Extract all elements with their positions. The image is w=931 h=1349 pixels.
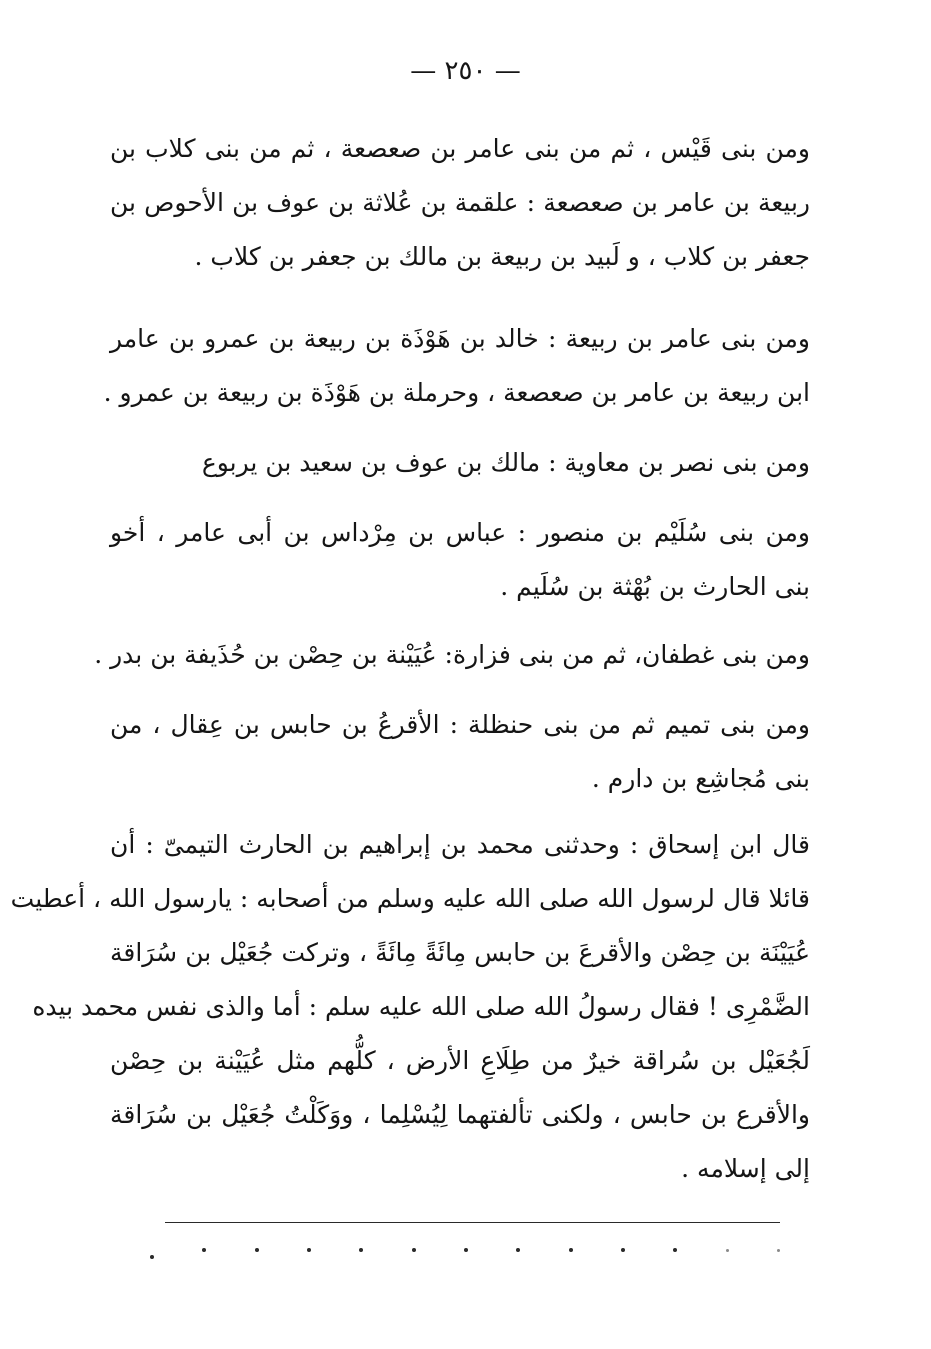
dot-mark [412, 1248, 416, 1252]
text-line: قال ابن إسحاق : وحدثنى محمد بن إبراهيم بن الحارث التيمىّ : أن [110, 830, 810, 859]
dot-mark [255, 1248, 259, 1252]
text-line: الضَّمْرِى ! فقال رسولُ الله صلى الله عليه سلم : أما والذى نفس محمد بيده [32, 992, 810, 1021]
text-line: ومن بنى تميم ثم من بنى حنظلة : الأقرعُ بن حابس بن عِقال ، من [110, 710, 810, 739]
text-line: والأقرع بن حابس ، ولكنى تألفتهما لِيُسْلِما ، ووَكَلْتُ جُعَيْل بن سُرَاقة [110, 1100, 810, 1129]
dot-mark [777, 1249, 780, 1252]
paragraph-bani-ghatafan [94, 628, 810, 682]
text-line: ومن بنى غطفان، ثم من بنى فزارة: عُيَيْنة بن حِصْن بن حُذَيفة بن بدر . [94, 640, 810, 669]
text-line: ومن بنى عامر بن ربيعة : خالد بن هَوْذَة بن ربيعة بن عمرو بن عامر [110, 324, 810, 353]
footnote-dots [150, 1238, 780, 1262]
text-line: إلى إسلامه . [681, 1154, 810, 1183]
text-line: لَجُعَيْل بن سُراقة خيرٌ من طِلَاعِ الأرض ، كلُّهم مثل عُيَيْنة بن حِصْن [110, 1046, 810, 1075]
paragraph-bani-amir [103, 312, 810, 420]
text-line: بنى مُجاشِع بن دارم . [591, 764, 810, 793]
dot-mark [726, 1249, 729, 1252]
dot-mark [569, 1248, 573, 1252]
dot-mark [359, 1248, 363, 1252]
page-number: — ٢٥٠ — [410, 56, 521, 86]
text-line: عُيَيْنَة بن حِصْن والأقرعَ بن حابس مِائَةً مِائَةً ، وتركت جُعَيْل بن سُرَاقة [110, 938, 810, 967]
text-line: جعفر بن كلاب ، و لَبيد بن ربيعة بن مالك بن جعفر بن كلاب . [194, 242, 810, 271]
dot-mark [464, 1248, 468, 1252]
dot-mark [516, 1248, 520, 1252]
paragraph-ibn-ishaq [10, 818, 810, 1196]
paragraph-bani-sulaym [110, 506, 810, 614]
text-line: ومن بنى سُلَيْم بن منصور : عباس بن مِرْداس بن أبى عامر ، أخو [110, 518, 810, 547]
text-line: ومن بنى قَيْس ، ثم من بنى عامر بن صعصعة ، ثم من بنى كلاب بن [110, 134, 810, 163]
text-line: قائلا قال لرسول الله صلى الله عليه وسلم من أصحابه : يارسول الله ، أعطيت [10, 884, 810, 913]
dot-mark [202, 1248, 206, 1252]
footnote-divider [165, 1222, 780, 1223]
paragraph-bani-qays [110, 122, 810, 284]
dot-mark [621, 1248, 625, 1252]
dot-mark [307, 1248, 311, 1252]
text-line: ربيعة بن عامر بن صعصعة : علقمة بن عُلاثة بن عوف بن الأحوص بن [110, 188, 810, 217]
dot-mark [150, 1255, 154, 1259]
paragraph-bani-tamim [110, 698, 810, 806]
dot-mark [673, 1248, 677, 1252]
text-line: ابن ربيعة بن عامر بن صعصعة ، وحرملة بن هَوْذَة بن ربيعة بن عمرو . [103, 378, 810, 407]
paragraph-bani-nasr [110, 436, 810, 490]
text-line: بنى الحارث بن بُهْثة بن سُلَيم . [500, 572, 810, 601]
text-line: ومن بنى نصر بن معاوية : مالك بن عوف بن سعيد بن يربوع [201, 448, 810, 477]
